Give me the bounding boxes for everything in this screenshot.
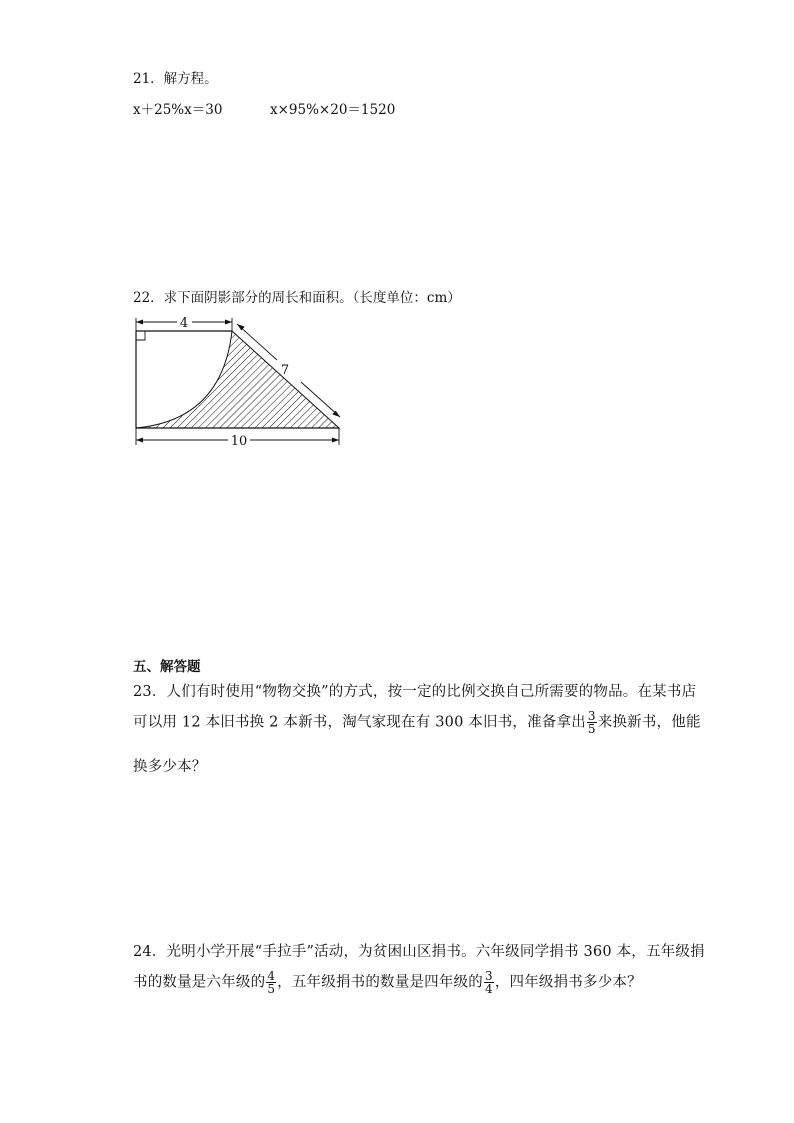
q21-title: 21．解方程。: [133, 71, 218, 87]
q24-frac1-den: 5: [267, 982, 276, 996]
q23-frac-den: 5: [587, 722, 596, 736]
q23-fraction: [587, 710, 597, 735]
q24-line-2: [133, 970, 642, 995]
q21-equation-1: x＋25%x＝30: [133, 102, 223, 118]
q24-text-c: ，四年级捐书多少本？: [494, 974, 642, 991]
q24-fraction-1: [266, 970, 276, 995]
q24-fraction-2: [484, 970, 494, 995]
q23-text-a: 可以用 12 本旧书换 2 本新书，淘气家现在有 300 本旧书，准备拿出: [133, 714, 586, 731]
q24-frac1-num: 4: [267, 969, 276, 983]
shaded-region: [136, 331, 339, 428]
q24-line-1: 24．光明小学开展“手拉手”活动，为贫困山区捐书。六年级同学捐书 360 本，五年级捐: [133, 944, 705, 960]
slant-label: 7: [280, 363, 290, 378]
right-angle-mark: [136, 331, 145, 340]
q24-frac2-num: 3: [484, 969, 493, 983]
q22-title: 22．求下面阴影部分的周长和面积。（长度单位：cm）: [133, 290, 461, 306]
top-label: 4: [179, 316, 189, 331]
q23-frac-num: 3: [587, 709, 596, 723]
q21-equation-2: x×95%×20＝1520: [270, 102, 396, 118]
q23-line-2: [133, 710, 701, 735]
q23-line-3: 换多少本？: [133, 759, 207, 775]
q22-figure: [125, 310, 355, 455]
q24-text-b: ，五年级捐书的数量是四年级的: [277, 974, 483, 991]
q24-frac2-den: 4: [484, 982, 493, 996]
q24-text-a: 书的数量是六年级的: [133, 974, 266, 991]
q23-line-1: 23．人们有时使用“物物交换”的方式，按一定的比例交换自己所需要的物品。在某书店: [133, 684, 697, 700]
section-heading: 五、解答题: [133, 659, 201, 675]
bottom-label: 10: [230, 434, 248, 449]
q23-text-b: 来换新书，他能: [597, 714, 701, 731]
